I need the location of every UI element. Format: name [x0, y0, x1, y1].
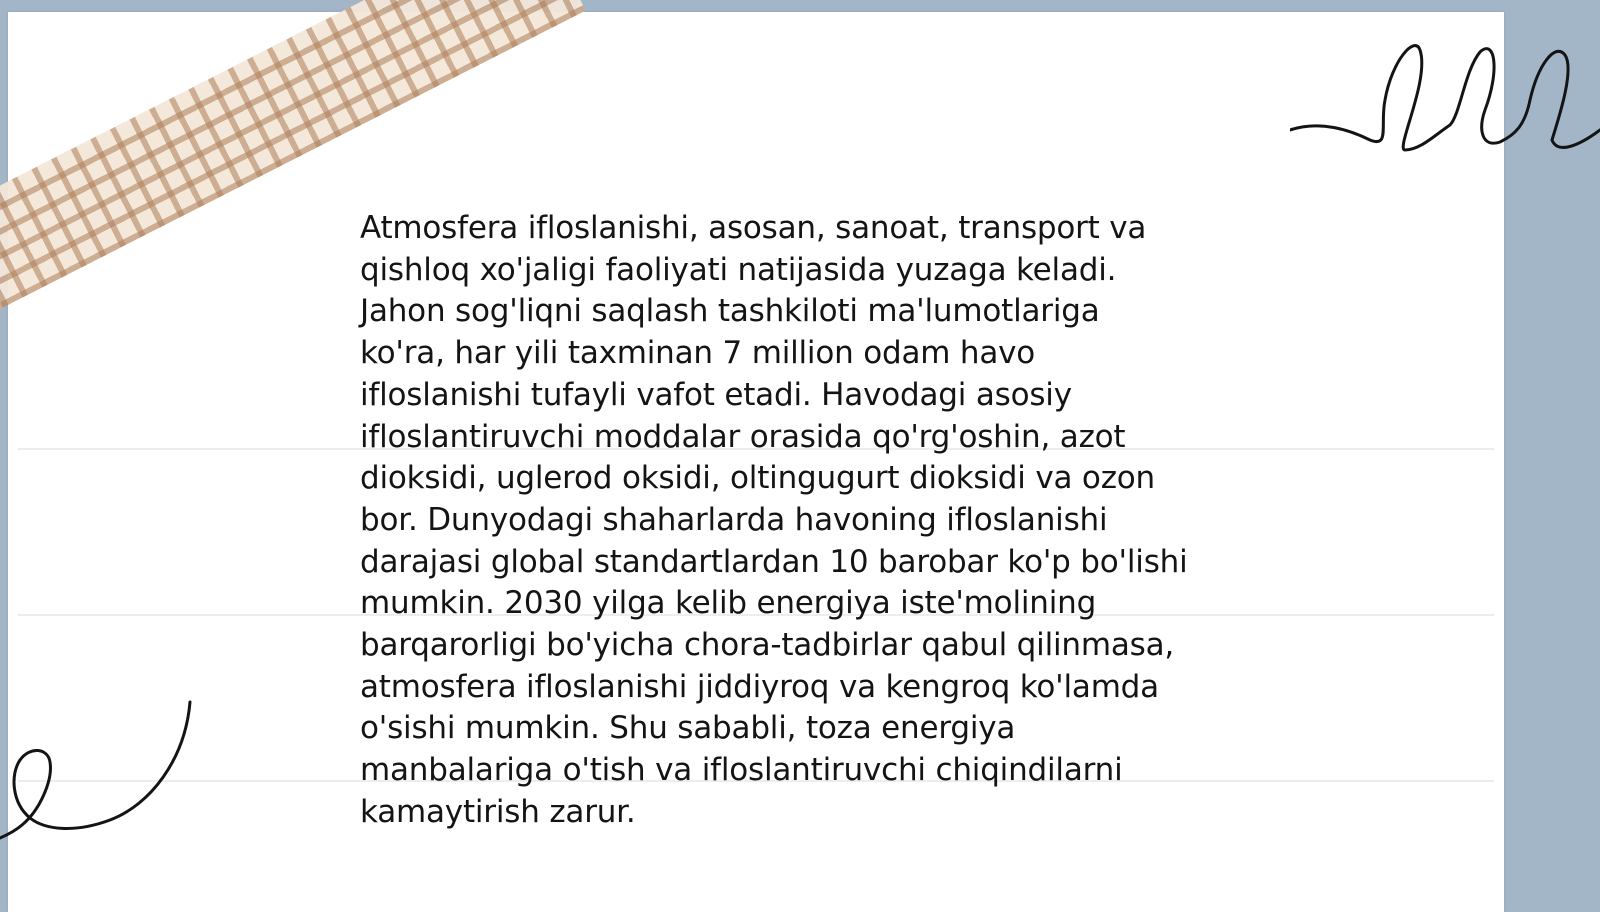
body-paragraph: Atmosfera ifloslanishi, asosan, sanoat, transport va qishloq xo'jaligi faoliyati natijasida yuzaga keladi. Jahon sog'liqni saqlash tashkiloti ma'lumotlariga ko'ra, har yili taxminan 7 million odam havo ifloslanishi tufayli vafot etadi. Havodagi asosiy ifloslantiruvchi moddalar orasida qo'rg'oshin, azot dioksidi, uglerod oksidi, oltingugurt dioksidi va ozon bor. Dunyodagi shaharlarda havoning ifloslanishi darajasi global standartlardan 10 barobar ko'p bo'lishi mumkin. 2030 yilga kelib energiya iste'molining barqarorligi bo'yicha chora-tadbirlar qabul qilinmasa, atmosfera ifloslanishi jiddiyroq va kengroq ko'lamda o'sishi mumkin. Shu sababli, toza energiya manbalariga o'tish va ifloslantiruvchi chiqindilarni kamaytirish zarur.	[360, 210, 1188, 830]
loop-squiggle-icon	[1290, 30, 1600, 160]
loop-squiggle-icon	[0, 700, 200, 850]
